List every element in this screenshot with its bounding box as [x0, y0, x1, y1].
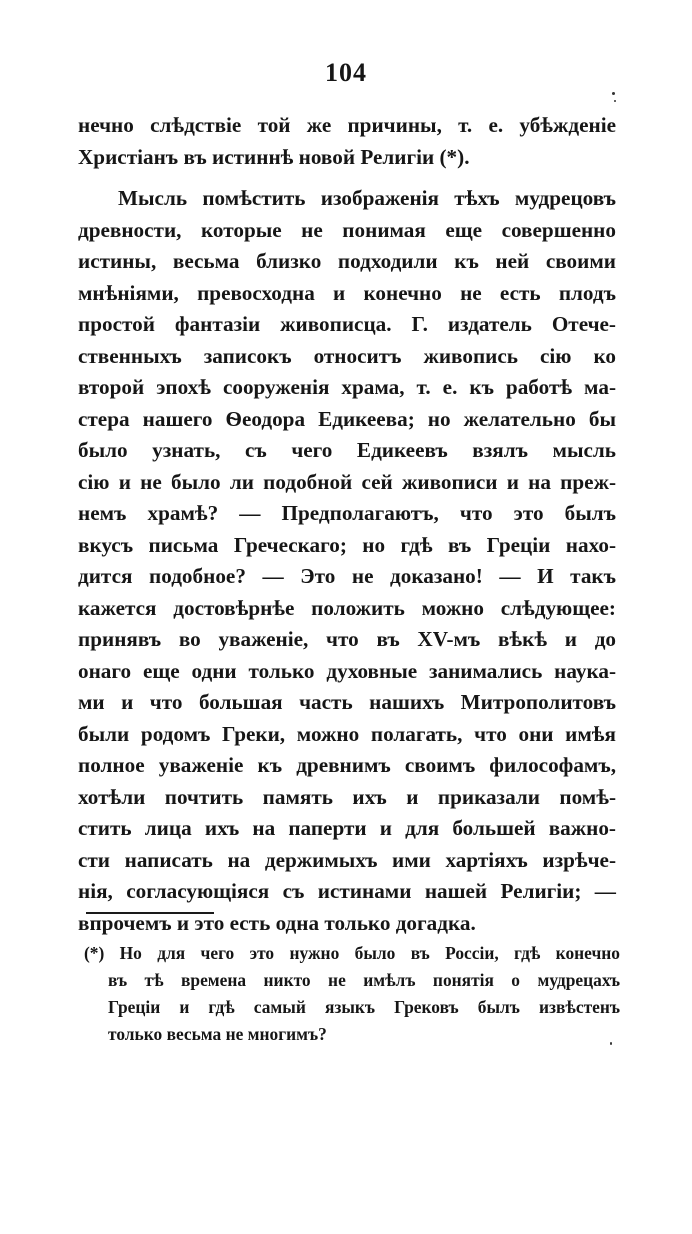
- text-line: стера нашего Ѳеодора Едикеева; но желательно бы: [78, 406, 616, 431]
- text-line: нія, согласующіяся съ истинами нашей Религіи; —: [78, 879, 616, 903]
- footnote-line: въ тѣ времена никто не имѣлъ понятія о мудрецахъ: [108, 970, 620, 990]
- text-line: принявъ во уваженіе, что въ XV-мъ вѣкѣ и до: [78, 627, 616, 651]
- print-speck: [610, 1042, 612, 1045]
- text-line: Мысль помѣстить изображенія тѣхъ мудрецовъ: [118, 186, 616, 210]
- paragraph-gap: [78, 173, 616, 183]
- text-line: нечно слѣдствіе той же причины, т. е. убѣжденіе: [78, 113, 616, 137]
- text-line: немъ храмѣ? — Предполагаютъ, что это былъ: [78, 501, 616, 525]
- print-speck: [612, 92, 615, 95]
- text-line: дится подобное? — Это не доказано! — И такъ: [78, 564, 616, 588]
- text-line: древности, которые не понимая еще совершенно: [78, 217, 616, 242]
- text-line: онаго еще одни только духовные занимались наука-: [78, 658, 616, 683]
- footnote-line: (*) Но для чего это нужно было въ Россіи, гдѣ конечно: [84, 943, 620, 963]
- text-line: ственныхъ записокъ относитъ живопись сію ко: [78, 343, 616, 368]
- text-line: сти написать на держимыхъ ими хартіяхъ изрѣче-: [78, 847, 616, 872]
- text-line: мнѣніями, превосходна и конечно не есть плодъ: [78, 280, 616, 305]
- main-text: [78, 110, 616, 939]
- text-line: простой фантазіи живописца. Г. издатель Отече-: [78, 312, 616, 336]
- text-line: стить лица ихъ на паперти и для большей важно-: [78, 816, 616, 840]
- text-line: полное уваженіе къ древнимъ своимъ философамъ,: [78, 753, 616, 777]
- text-line: хотѣли почтить память ихъ и приказали помѣ-: [78, 784, 616, 809]
- page-number: 104: [325, 58, 367, 87]
- print-speck: [614, 100, 616, 102]
- text-line: были родомъ Греки, можно полагать, что они имѣя: [78, 721, 616, 746]
- text-line: впрочемъ и это есть одна только догадка.: [78, 910, 476, 935]
- footnote: [84, 940, 620, 1048]
- footnote-divider: [86, 912, 214, 914]
- text-line: кажется достовѣрнѣе положить можно слѣдующее:: [78, 595, 616, 620]
- text-line: второй эпохѣ сооруженія храма, т. е. къ работѣ ма-: [78, 375, 616, 399]
- text-line: сію и не было ли подобной сей живописи и на преж-: [78, 469, 616, 494]
- text-line: Христіанъ въ истиннѣ новой Религіи (*).: [78, 144, 470, 169]
- text-line: истины, весьма близко подходили къ ней своими: [78, 249, 616, 273]
- text-line: ми и что большая часть нашихъ Митрополитовъ: [78, 690, 616, 714]
- text-line: было узнать, съ чего Едикеевъ взялъ мысль: [78, 438, 616, 462]
- footnote-line: только весьма не многимъ?: [108, 1024, 327, 1044]
- text-line: вкусъ письма Греческаго; но гдѣ въ Греціи нахо-: [78, 532, 616, 557]
- footnote-line: Греціи и гдѣ самый языкъ Грековъ былъ извѣстенъ: [108, 997, 620, 1017]
